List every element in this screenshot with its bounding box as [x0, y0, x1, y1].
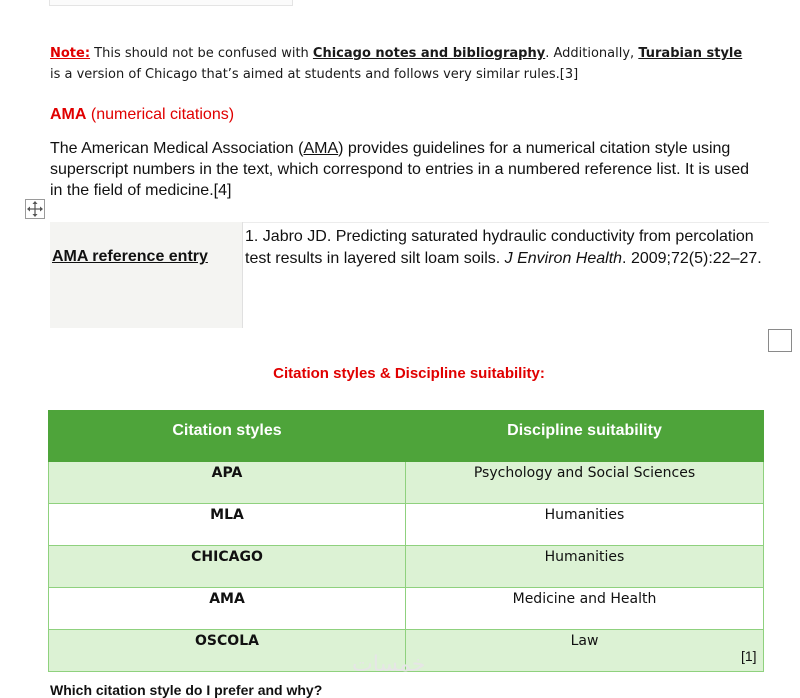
reference-text: 1. Jabro JD. Predicting saturated hydraulic conductivity from percolation test results in layered silt loam soils. [245, 228, 754, 267]
header-discipline-suitability: Discipline suitability [406, 411, 764, 462]
citation-style-cell: CHICAGO [49, 546, 406, 588]
ama-text: ) provides guidelines for a numerical citation style using superscript numbers in the text, which correspond to entries in a numbered reference list. It is used in the field of medicine.[4] [50, 140, 750, 199]
citation-style-cell: MLA [49, 504, 406, 546]
discipline-cell: Humanities [406, 546, 764, 588]
note-label: Note: [50, 46, 91, 61]
table-title: Citation styles & Discipline suitability: [273, 365, 545, 382]
reference-journal: J Environ Health [504, 250, 623, 267]
note-text: This should not be confused with [90, 46, 313, 61]
ama-abbreviation-link[interactable]: AMA [303, 140, 339, 157]
cell-border [243, 222, 769, 223]
citation-style-cell: OSCOLA [49, 630, 406, 672]
discipline-cell: Law [406, 630, 764, 672]
note-text: is a version of Chicago that’s aimed at students and follows very similar rules.[3] [50, 67, 579, 82]
watermark: خمسات [352, 652, 426, 677]
reference-label-cell [50, 222, 242, 328]
header-citation-styles: Citation styles [49, 411, 406, 462]
table-row [49, 462, 764, 504]
ama-heading [50, 104, 234, 126]
discipline-cell: Medicine and Health [406, 588, 764, 630]
ama-reference-entry [245, 226, 765, 270]
chicago-notes-link[interactable]: Chicago notes and bibliography [312, 46, 546, 61]
next-section-heading: Which citation style do I prefer and why? [50, 682, 323, 698]
content-control-checkbox[interactable] [768, 329, 792, 352]
reference-text: . 2009;72(5):22–27. [622, 250, 762, 267]
table-header-row [49, 411, 764, 462]
ama-text: The American Medical Association ( [50, 140, 304, 157]
ama-heading-subtitle: (numerical citations) [86, 106, 235, 123]
cell-divider [242, 222, 243, 328]
ama-description [50, 138, 760, 201]
note-text: . Additionally, [545, 46, 639, 61]
table-row [49, 546, 764, 588]
turabian-style-link[interactable]: Turabian style [638, 46, 743, 61]
ama-heading-title: AMA [50, 106, 87, 123]
citation-style-cell: APA [49, 462, 406, 504]
ama-reference-label: AMA reference entry [52, 248, 208, 265]
table-row [49, 588, 764, 630]
move-arrows-icon [26, 200, 44, 218]
discipline-cell: Humanities [406, 504, 764, 546]
table-move-handle[interactable] [25, 199, 45, 219]
citation-styles-table [48, 410, 764, 672]
discipline-cell: Psychology and Social Sciences [406, 462, 764, 504]
citation-style-cell: AMA [49, 588, 406, 630]
previous-table-cell [49, 0, 293, 6]
table-row [49, 504, 764, 546]
note-paragraph [50, 43, 756, 85]
table-source-reference: [1] [741, 648, 757, 664]
